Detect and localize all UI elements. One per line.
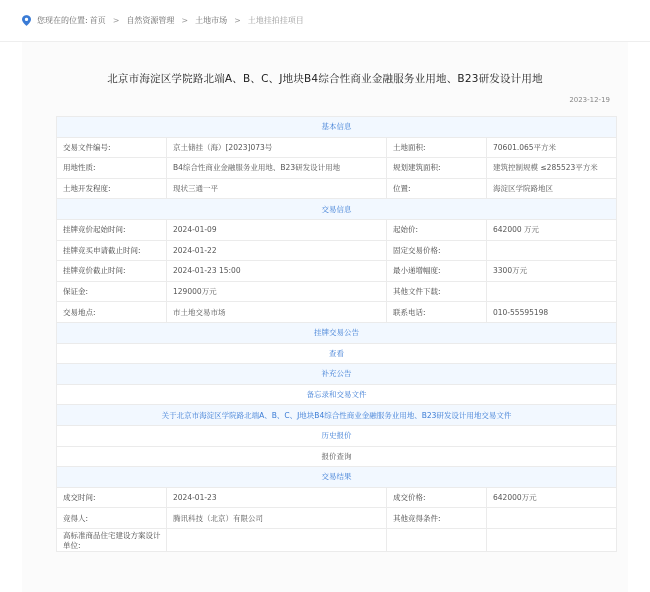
section-row xyxy=(57,117,617,138)
dev-level-label: 土地开发程度: xyxy=(57,178,167,199)
location-pin-icon xyxy=(22,15,31,26)
other-conditions-value xyxy=(487,508,617,529)
phone-label: 联系电话: xyxy=(387,302,487,323)
deal-date-value: 2024-01-23 xyxy=(167,487,387,508)
breadcrumb-resource-mgmt[interactable]: 自然资源管理 xyxy=(126,16,175,25)
fixed-price-value xyxy=(487,240,617,261)
table-row xyxy=(57,261,617,282)
history-price-header: 历史报价 xyxy=(57,425,617,446)
design-unit-label: 高标准商品住宅建设方案设计单位: xyxy=(57,528,167,551)
table-row xyxy=(57,219,617,240)
deposit-label: 保证金: xyxy=(57,281,167,302)
start-price-value: 642000 万元 xyxy=(487,219,617,240)
start-time-label: 挂牌竞价起始时间: xyxy=(57,219,167,240)
fixed-price-label: 固定交易价格: xyxy=(387,240,487,261)
trade-place-label: 交易地点: xyxy=(57,302,167,323)
breadcrumb-separator: > xyxy=(234,16,241,25)
table-row xyxy=(57,178,617,199)
breadcrumb-home[interactable]: 首页 xyxy=(89,16,106,25)
plan-area-value: 建筑控制规模 ≤285523平方米 xyxy=(487,158,617,179)
doc-no-label: 交易文件编号: xyxy=(57,137,167,158)
deal-price-label: 成交价格: xyxy=(387,487,487,508)
link-row xyxy=(57,322,617,343)
breadcrumb xyxy=(0,0,650,42)
phone-value: 010-55595198 xyxy=(487,302,617,323)
increment-label: 最小递增幅度: xyxy=(387,261,487,282)
apply-deadline-value: 2024-01-22 xyxy=(167,240,387,261)
land-use-value: B4综合性商业金融服务业用地、B23研发设计用地 xyxy=(167,158,387,179)
link-row xyxy=(57,446,617,467)
announcement-link[interactable]: 挂牌交易公告 xyxy=(57,322,617,343)
table-row xyxy=(57,240,617,261)
other-conditions-label: 其他竞得条件: xyxy=(387,508,487,529)
price-query-link[interactable]: 报价查询 xyxy=(57,446,617,467)
land-use-label: 用地性质: xyxy=(57,158,167,179)
breadcrumb-land-market[interactable]: 土地市场 xyxy=(195,16,228,25)
trade-document-link[interactable]: 关于北京市海淀区学院路北端A、B、C、J地块B4综合性商业金融服务业用地、B23研发设计用地交易文件 xyxy=(57,405,617,426)
area-value: 70601.065平方米 xyxy=(487,137,617,158)
section-row xyxy=(57,467,617,488)
publish-date: 2023-12-19 xyxy=(569,96,610,104)
start-time-value: 2024-01-09 xyxy=(167,219,387,240)
location-value: 海淀区学院路地区 xyxy=(487,178,617,199)
area-label: 土地面积: xyxy=(387,137,487,158)
winner-label: 竞得人: xyxy=(57,508,167,529)
apply-deadline-label: 挂牌竞买申请截止时间: xyxy=(57,240,167,261)
increment-value: 3300万元 xyxy=(487,261,617,282)
link-row xyxy=(57,384,617,405)
table-row xyxy=(57,487,617,508)
empty-cell xyxy=(487,528,617,551)
section-trade-result: 交易结果 xyxy=(57,467,617,488)
link-row xyxy=(57,425,617,446)
location-label: 位置: xyxy=(387,178,487,199)
bid-deadline-value: 2024-01-23 15:00 xyxy=(167,261,387,282)
section-row xyxy=(57,199,617,220)
doc-no-value: 京土储挂（海）[2023]073号 xyxy=(167,137,387,158)
breadcrumb-current: 土地挂拍挂项目 xyxy=(247,16,304,25)
winner-value: 腾讯科技（北京）有限公司 xyxy=(167,508,387,529)
table-row xyxy=(57,302,617,323)
bid-deadline-label: 挂牌竞价截止时间: xyxy=(57,261,167,282)
table-row xyxy=(57,137,617,158)
supplement-link[interactable]: 补充公告 xyxy=(57,364,617,385)
deposit-value: 129000万元 xyxy=(167,281,387,302)
empty-cell xyxy=(387,528,487,551)
table-row xyxy=(57,508,617,529)
other-download-label: 其他文件下载: xyxy=(387,281,487,302)
breadcrumb-separator: > xyxy=(112,16,120,25)
breadcrumb-separator: > xyxy=(181,16,189,25)
breadcrumb-prefix: 您现在的位置: xyxy=(37,16,88,25)
link-row xyxy=(57,364,617,385)
link-row xyxy=(57,405,617,426)
link-row xyxy=(57,343,617,364)
page-title: 北京市海淀区学院路北端A、B、C、J地块B4综合性商业金融服务业用地、B23研发设计用地 xyxy=(107,73,543,85)
section-basic-info: 基本信息 xyxy=(57,117,617,138)
memo-docs-header: 备忘录和交易文件 xyxy=(57,384,617,405)
table-row xyxy=(57,528,617,551)
land-info-table xyxy=(56,116,617,552)
deal-date-label: 成交时间: xyxy=(57,487,167,508)
trade-place-value: 市土地交易市场 xyxy=(167,302,387,323)
other-download-value xyxy=(487,281,617,302)
deal-price-value: 642000万元 xyxy=(487,487,617,508)
view-link[interactable]: 查看 xyxy=(57,343,617,364)
start-price-label: 起始价: xyxy=(387,219,487,240)
table-row xyxy=(57,158,617,179)
plan-area-label: 规划建筑面积: xyxy=(387,158,487,179)
dev-level-value: 现状三通一平 xyxy=(167,178,387,199)
table-row xyxy=(57,281,617,302)
design-unit-value xyxy=(167,528,387,551)
section-trade-info: 交易信息 xyxy=(57,199,617,220)
